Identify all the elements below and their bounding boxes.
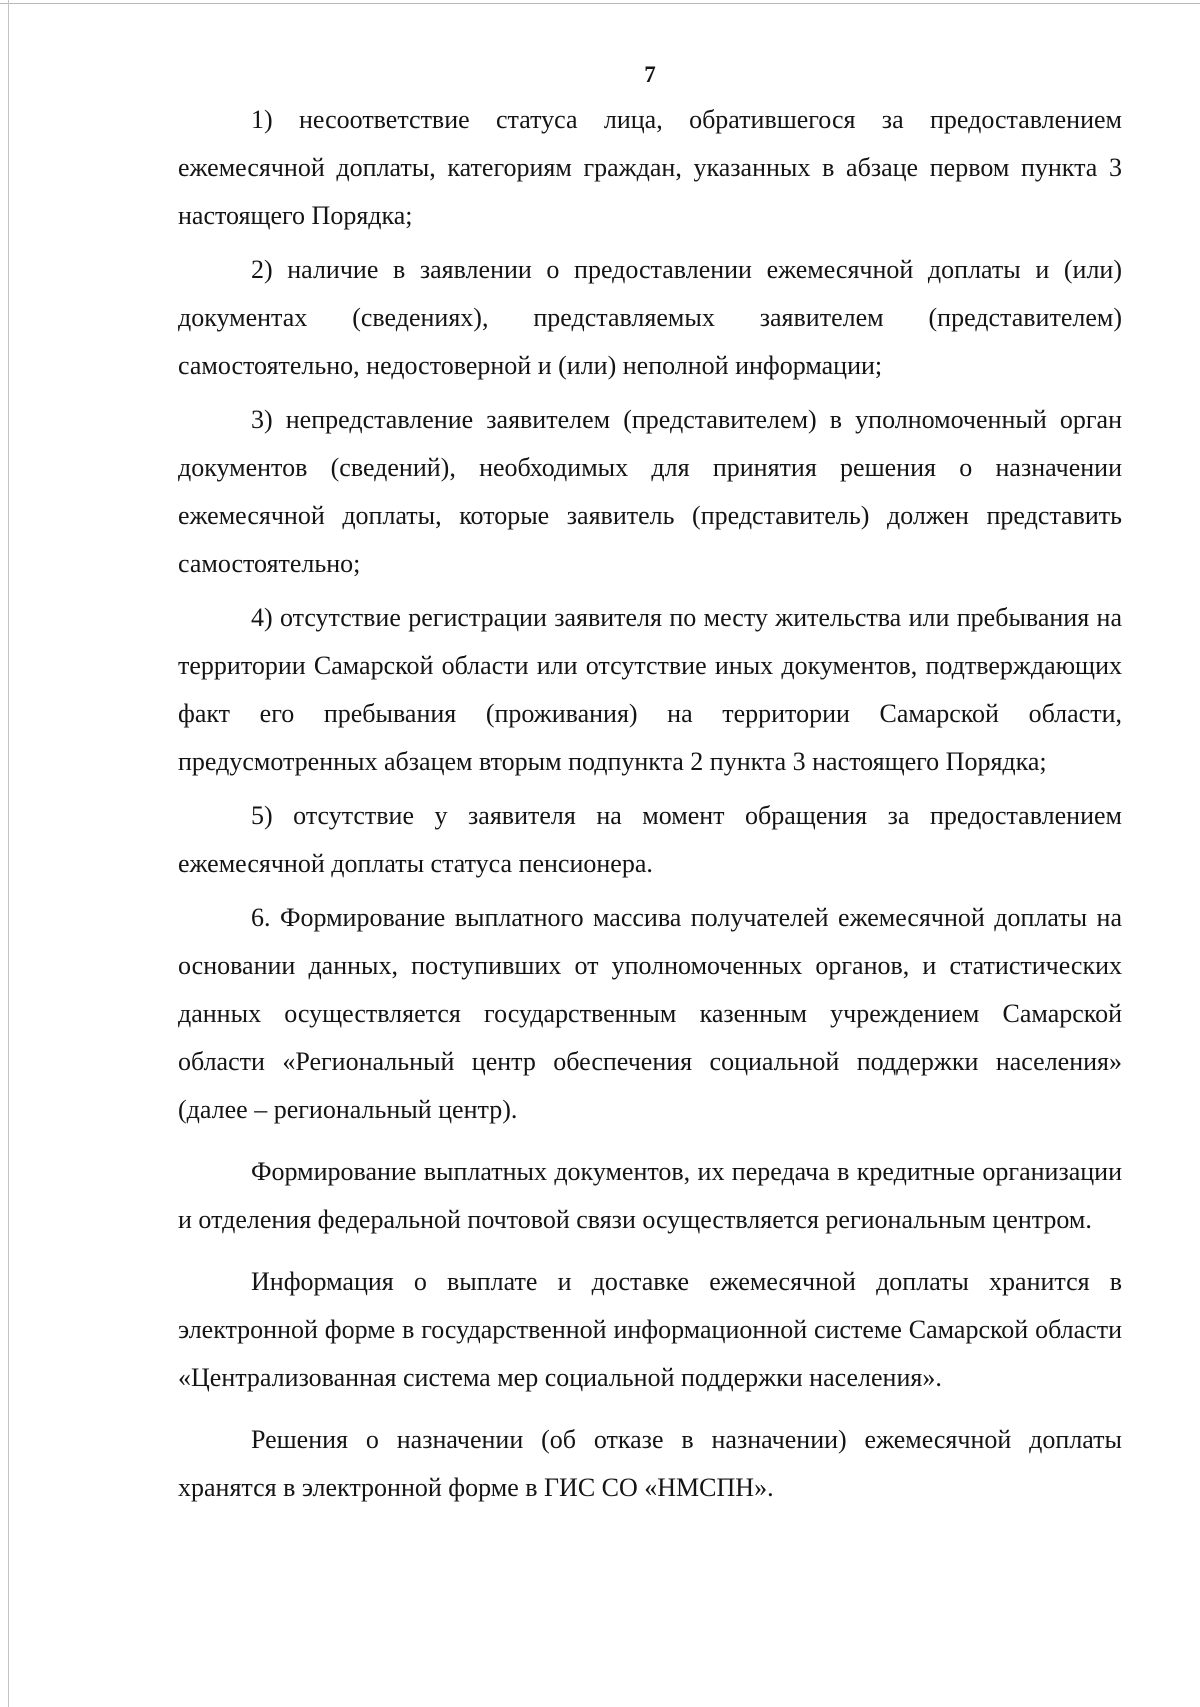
paragraph-decisions-storage: Решения о назначении (об отказе в назначении) ежемесячной доплаты хранятся в электронной форме в ГИС СО «НМСПН». bbox=[178, 1425, 1122, 1502]
paragraph-item-1: 1) несоответствие статуса лица, обратившегося за предоставлением ежемесячной доплаты, категориям граждан, указанных в абзаце первом пункта 3 настоящего Порядка; bbox=[178, 105, 1122, 230]
scan-left-edge bbox=[8, 0, 9, 1707]
paragraph-item-2: 2) наличие в заявлении о предоставлении ежемесячной доплаты и (или) документах (сведениях), представляемых заявителем (представителем) самостоятельно, недостоверной и (или) неполной информации; bbox=[178, 255, 1122, 380]
document-body bbox=[178, 96, 1122, 1518]
page-number: 7 bbox=[644, 62, 656, 87]
paragraph-section-6: 6. Формирование выплатного массива получателей ежемесячной доплаты на основании данных, поступивших от уполномоченных органов, и статистических данных осуществляется государственным казенным учреждением Самарской области «Региональный центр обеспечения социальной поддержки населения» (далее – региональный центр). bbox=[178, 903, 1122, 1124]
paragraph-payment-information: Информация о выплате и доставке ежемесячной доплаты хранится в электронной форме в государственной информационной системе Самарской области «Централизованная система мер социальной поддержки населения». bbox=[178, 1267, 1122, 1392]
paragraph-item-4: 4) отсутствие регистрации заявителя по месту жительства или пребывания на территории Самарской области или отсутствие иных документов, подтверждающих факт его пребывания (проживания) на территории Самарской области, предусмотренных абзацем вторым подпункта 2 пункта 3 настоящего Порядка; bbox=[178, 603, 1122, 776]
paragraph-item-3: 3) непредставление заявителем (представителем) в уполномоченный орган документов (сведений), необходимых для принятия решения о назначении ежемесячной доплаты, которые заявитель (представитель) должен представить самостоятельно; bbox=[178, 405, 1122, 578]
scan-top-edge bbox=[0, 3, 1200, 4]
paragraph-payment-documents: Формирование выплатных документов, их передача в кредитные организации и отделения федеральной почтовой связи осуществляется региональным центром. bbox=[178, 1157, 1122, 1234]
paragraph-item-5: 5) отсутствие у заявителя на момент обращения за предоставлением ежемесячной доплаты статуса пенсионера. bbox=[178, 801, 1122, 878]
